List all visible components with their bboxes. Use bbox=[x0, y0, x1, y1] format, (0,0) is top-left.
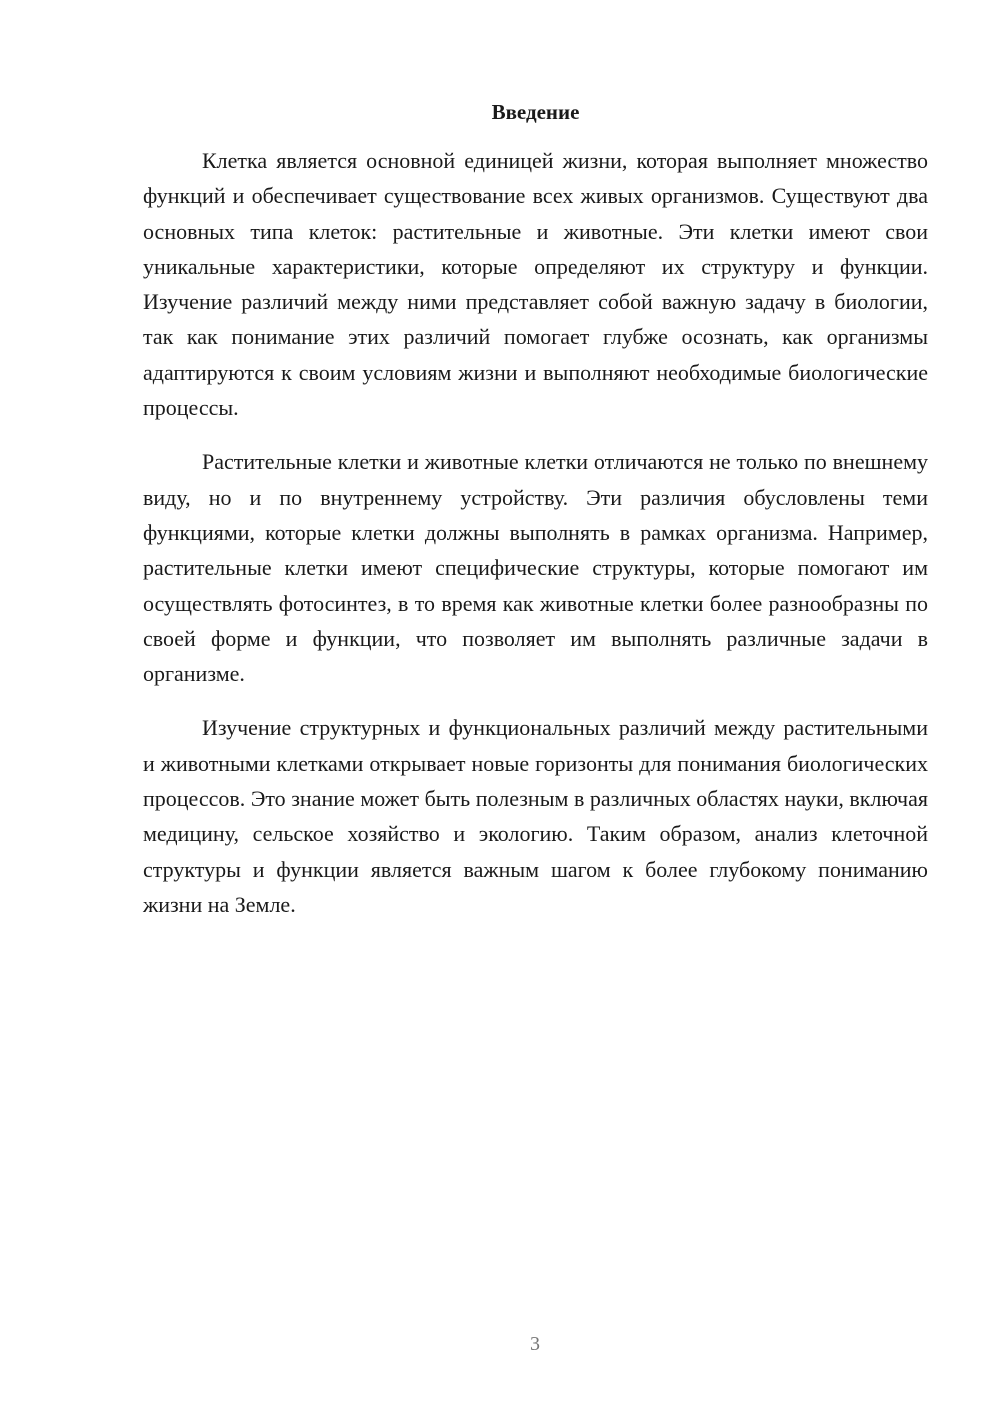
section-title: Введение bbox=[491, 100, 580, 124]
paragraph-2: Растительные клетки и животные клетки отличаются не только по внешнему виду, но и по внутреннему устройству. Эти различия обусловлены теми функциями, которые клетки должны выполнять в рамках организма. Например, растительные клетки имеют специфические структуры, которые помогают им осуществлять фотосинтез, в то время как животные клетки более разнообразны по своей форме и функции, что позволяет им выполнять различные задачи в организме. bbox=[143, 449, 928, 687]
paragraph-3: Изучение структурных и функциональных различий между растительными и животными клетками открывает новые горизонты для понимания биологических процессов. Это знание может быть полезным в различных областях науки, включая медицину, сельское хозяйство и экологию. Таким образом, анализ клеточной структуры и функции является важным шагом к более глубокому пониманию жизни на Земле. bbox=[143, 715, 928, 917]
page-number: 3 bbox=[530, 1333, 540, 1355]
paragraph-1: Клетка является основной единицей жизни, которая выполняет множество функций и обеспечивает существование всех живых организмов. Существуют два основных типа клеток: растительные и животные. Эти клетки имеют свои уникальные характеристики, которые определяют их структуру и функции. Изучение различий между ними представляет собой важную задачу в биологии, так как понимание этих различий помогает глубже осознать, как организмы адаптируются к своим условиям жизни и выполняют необходимые биологические процессы. bbox=[143, 148, 928, 421]
body-text bbox=[143, 143, 928, 922]
